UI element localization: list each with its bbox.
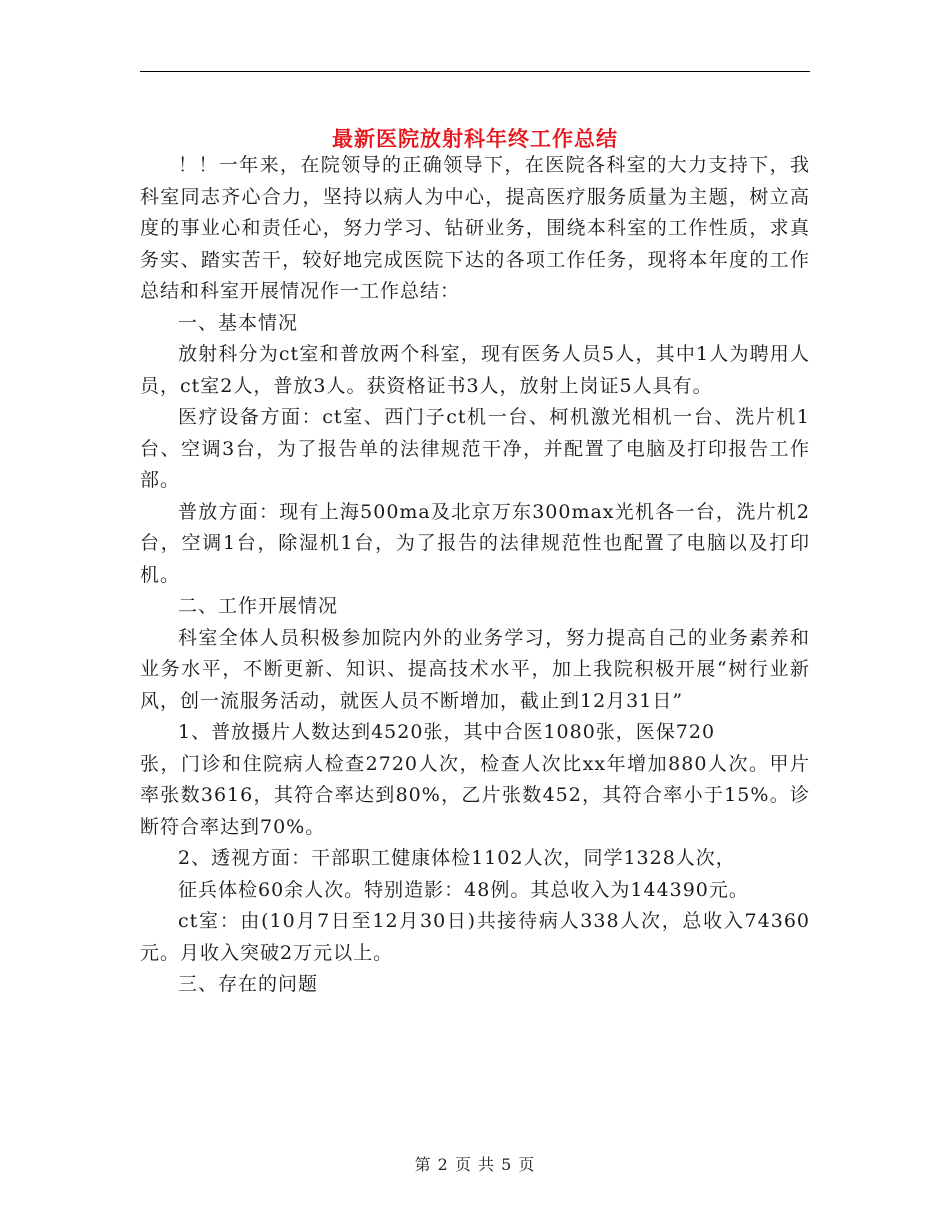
paragraph-item-1: 1、普放摄片人数达到4520张，其中合医1080张，医保720 [178, 721, 716, 743]
section-heading-basic: 一、基本情况 [178, 311, 299, 334]
paragraph-item-2-cont: 征兵体检60余人次。特别造影：48例。其总收入为144390元。 [178, 878, 749, 901]
document-body [140, 150, 810, 1001]
paragraph-equipment-xray: 普放方面：现有上海500ma及北京万东300max光机各一台，洗片机2台，空调1台，除湿机1台，为了报告的法律规范性也配置了电脑以及打印机。 [140, 500, 810, 586]
paragraph-item-2: 2、透视方面：干部职工健康体检1102人次，同学1328人次， [178, 847, 736, 869]
paragraph-equipment-ct: 医疗设备方面：ct室、西门子ct机一台、柯机激光相机一台、洗片机1台、空调3台，为了报告单的法律规范干净，并配置了电脑及打印报告工作部。 [140, 406, 810, 491]
paragraph-study: 科室全体人员积极参加院内外的业务学习，努力提高自己的业务素养和业务水平，不断更新、知识、提高技术水平，加上我院积极开展“树行业新风，创一流服务活动，就医人员不断增加，截止到12月31日” [140, 626, 810, 712]
paragraph-item-1-cont: 张，门诊和住院病人检查2720人次，检查人次比xx年增加880人次。甲片率张数3616，其符合率达到80%，乙片张数452，其符合率小于15%。诊断符合率达到70%。 [140, 752, 810, 838]
section-heading-problems: 三、存在的问题 [178, 973, 319, 995]
intro-paragraph: ！！一年来，在院领导的正确领导下，在医院各科室的大力支持下，我科室同志齐心合力，坚持以病人为中心，提高医疗服务质量为主题，树立高度的事业心和责任心，努力学习、钻研业务，围绕本科室的工作性质，求真务实、踏实苦干，较好地完成医院下达的各项工作任务，现将本年度的工作总结和科室开展情况作一工作总结： [140, 154, 810, 302]
paragraph-ct-room: ct室：由(10月7日至12月30日)共接待病人338人次，总收入74360元。月收入突破2万元以上。 [140, 910, 810, 964]
section-heading-work: 二、工作开展情况 [178, 595, 339, 617]
paragraph-staff: 放射科分为ct室和普放两个科室，现有医务人员5人，其中1人为聘用人员，ct室2人，普放3人。获资格证书3人，放射上岗证5人具有。 [140, 343, 810, 397]
document-title: 最新医院放射科年终工作总结 [332, 127, 618, 152]
page-number: 第 2 页 共 5 页 [414, 1155, 536, 1174]
header-rule [140, 71, 810, 72]
